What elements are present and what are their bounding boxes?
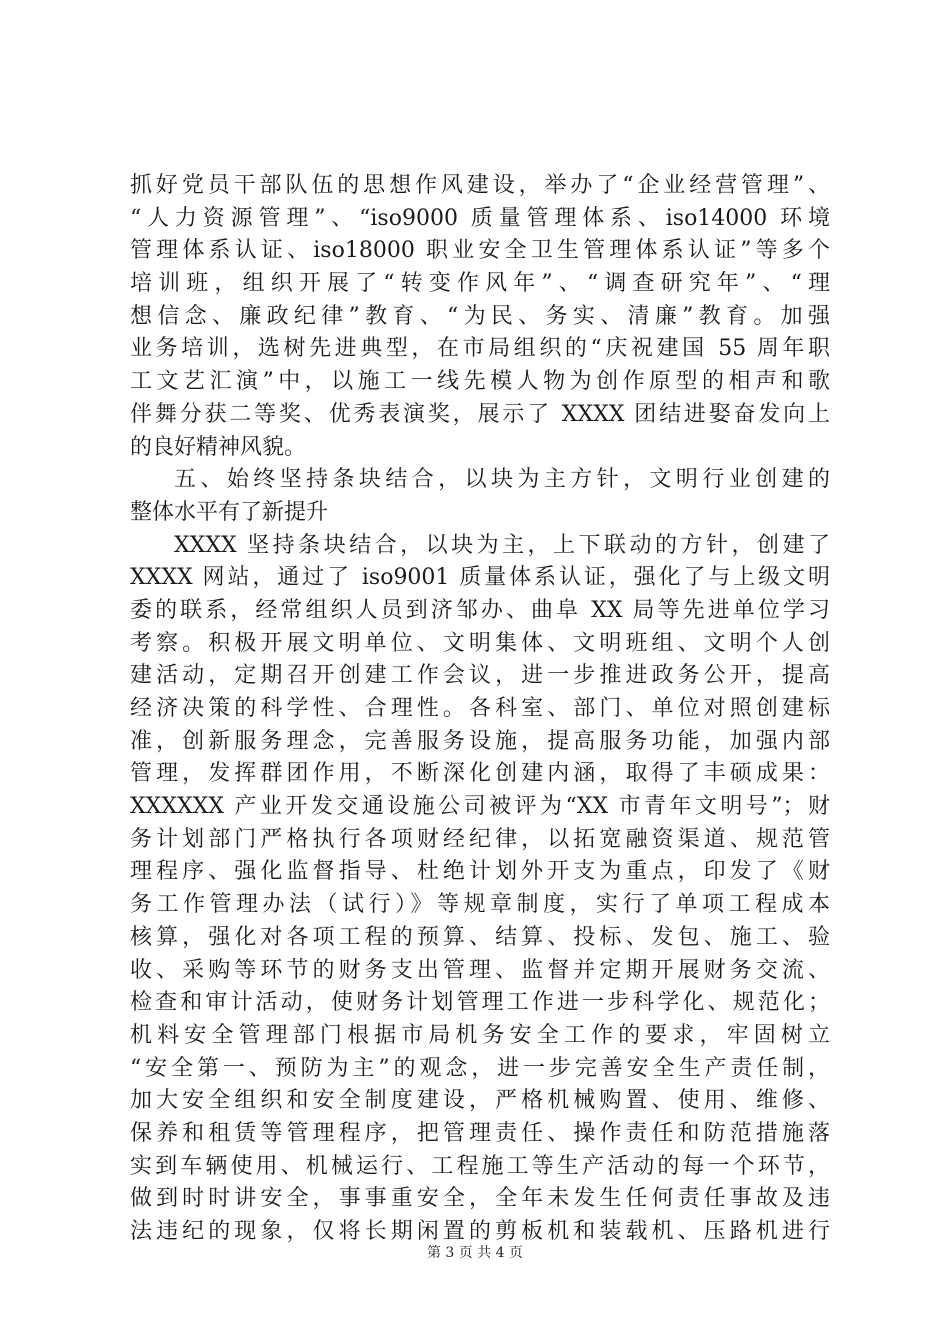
text-line: 管理，发挥群团作用，不断深化创建内涵，取得了丰硕成果： [130, 761, 830, 787]
text-line: 经济决策的科学性、合理性。各科室、部门、单位对照创建标 [130, 696, 830, 721]
text-line: 收、采购等环节的财务支出管理、监督并定期开展财务交流、 [130, 957, 830, 983]
text-line: 做到时时讲安全，事事重安全，全年未发生任何责任事故及违 [130, 1186, 830, 1212]
text-line: 保养和租赁等管理程序，把管理责任、操作责任和防范措施落 [130, 1120, 830, 1146]
text-line: 务工作管理办法（试行）》等规章制度，实行了单项工程成本 [130, 892, 830, 918]
text-line: 想信念、廉政纪律”教育、“为民、务实、清廉”教育。加强 [130, 303, 830, 329]
text-line: 伴舞分获二等奖、优秀表演奖，展示了 XXXX 团结进娶奋发向上 [130, 401, 830, 427]
text-line: XXXX 坚持条块结合，以块为主，上下联动的方针，创建了 [174, 532, 830, 558]
text-line: 加大安全组织和安全制度建设，严格机械购置、使用、维修、 [130, 1088, 830, 1114]
section-heading-line: 整体水平有了新提升 [130, 499, 329, 525]
text-line: 理程序、强化监督指导、杜绝计划外开支为重点，印发了《财 [130, 859, 830, 885]
text-line: 工文艺汇演”中，以施工一线先模人物为创作原型的相声和歌 [130, 369, 830, 395]
text-line: 实到车辆使用、机械运行、工程施工等生产活动的每一个环节， [130, 1153, 830, 1179]
text-line: 管理体系认证、iso18000 职业安全卫生管理体系认证”等多个 [130, 238, 830, 264]
text-line: 机料安全管理部门根据市局机务安全工作的要求，牢固树立 [130, 1022, 830, 1048]
text-line: “人力资源管理”、“iso9000 质量管理体系、iso14000 环境 [130, 205, 830, 231]
text-line: 务计划部门严格执行各项财经纪律，以拓宽融资渠道、规范管 [130, 826, 830, 852]
text-line: 的良好精神风貌。 [130, 434, 307, 460]
text-line: 抓好党员干部队伍的思想作风建设，举办了“企业经营管理”、 [130, 173, 830, 198]
text-line: 准，创新服务理念，完善服务设施，提高服务功能，加强内部 [130, 728, 830, 754]
section-heading-line: 五、始终坚持条块结合，以块为主方针，文明行业创建的 [174, 467, 830, 493]
text-line: 业务培训，选树先进典型，在市局组织的“庆祝建国 55 周年职 [130, 336, 830, 362]
text-line: 委的联系，经常组织人员到济邹办、曲阜 XX 局等先进单位学习 [130, 597, 830, 623]
text-line: 建活动，定期召开创建工作会议，进一步推进政务公开，提高 [130, 663, 830, 689]
text-line: 核算，强化对各项工程的预算、结算、投标、发包、施工、验 [130, 924, 830, 950]
text-line: 法违纪的现象，仅将长期闲置的剪板机和装载机、压路机进行 [130, 1219, 830, 1244]
text-line: “安全第一、预防为主”的观念，进一步完善安全生产责任制， [130, 1055, 830, 1081]
text-line: 检查和审计活动，使财务计划管理工作进一步科学化、规范化； [130, 990, 830, 1016]
text-line: 考察。积极开展文明单位、文明集体、文明班组、文明个人创 [130, 630, 830, 656]
page-footer: 第 3 页 共 4 页 [426, 1245, 524, 1261]
text-line: 培训班，组织开展了“转变作风年”、“调查研究年”、“理 [130, 271, 830, 297]
text-line: XXXX 网站，通过了 iso9001 质量体系认证，强化了与上级文明 [130, 565, 830, 591]
body-text [130, 170, 830, 1249]
text-line: XXXXXX 产业开发交通设施公司被评为“XX 市青年文明号”；财 [130, 794, 830, 820]
